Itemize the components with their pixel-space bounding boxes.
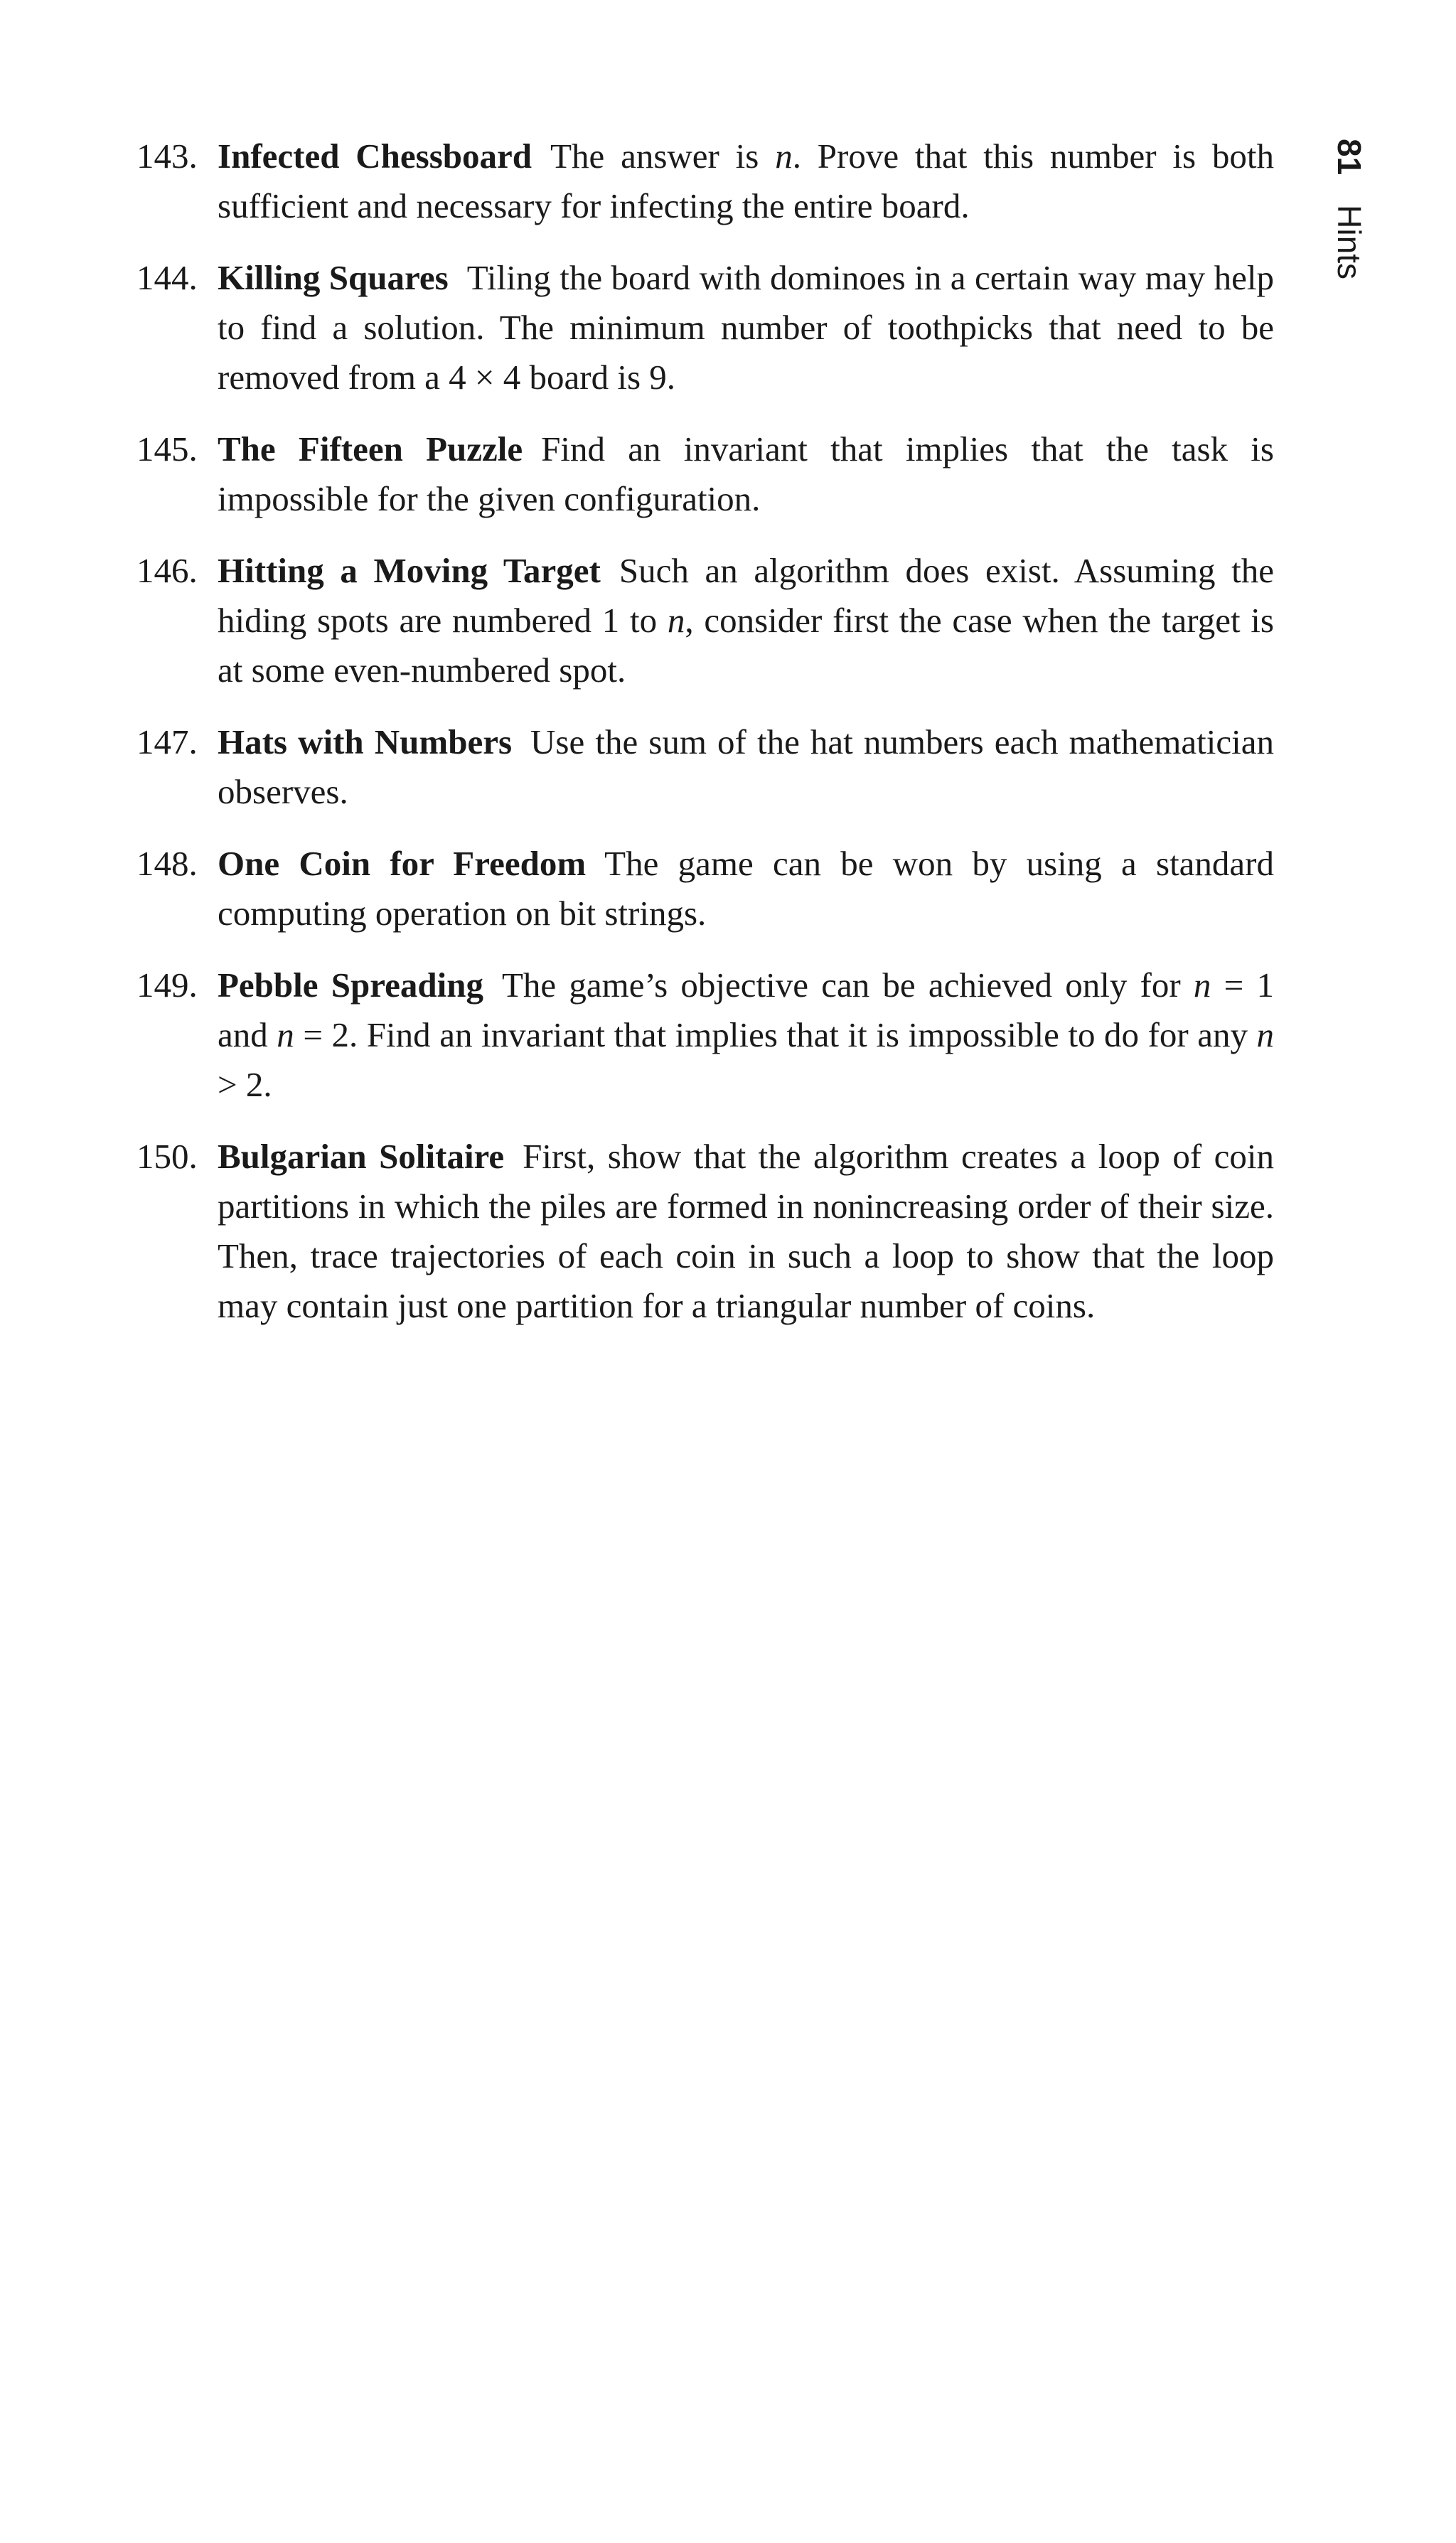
hint-text: . Prove that this number is both sufficient and necessary for infecting the entire board. bbox=[218, 136, 1274, 225]
hint-number: 149. bbox=[136, 965, 198, 1005]
math-variable: n bbox=[1193, 965, 1211, 1005]
math-variable: n bbox=[667, 601, 685, 640]
hint-title: Pebble Spreading bbox=[218, 965, 483, 1005]
hint-text: = 1 and bbox=[218, 965, 1274, 1054]
hint-text: = 2. Find an invariant that implies that it is impossible to do for any bbox=[294, 1015, 1257, 1054]
hint-text: The game can be won by using a standard computing operation on bit strings. bbox=[218, 844, 1274, 933]
hint-number: 144. bbox=[136, 258, 198, 297]
hint-number: 150. bbox=[136, 1137, 198, 1176]
hint-text: Find an invariant that implies that the task is impossible for the given configuration. bbox=[218, 429, 1274, 518]
hint-number: 145. bbox=[136, 429, 198, 469]
hint-143 bbox=[136, 132, 1274, 231]
hint-text: The game’s objective can be achieved only for bbox=[502, 965, 1194, 1005]
hint-title: Hitting a Moving Target bbox=[218, 551, 601, 590]
hint-title: Bulgarian Solitaire bbox=[218, 1137, 505, 1176]
hint-text: Tiling the board with dominoes in a certain way may help to find a solution. The minimum number of toothpicks that need to be removed from a 4 × 4 board is 9. bbox=[218, 258, 1274, 397]
hint-number: 146. bbox=[136, 551, 198, 590]
hints-list bbox=[136, 132, 1274, 1353]
math-variable: n bbox=[277, 1015, 294, 1054]
hint-147 bbox=[136, 717, 1274, 817]
hint-number: 148. bbox=[136, 844, 198, 883]
hint-text: First, show that the algorithm creates a loop of coin partitions in which the piles are formed in nonincreasing order of their size. Then, trace trajectories of each coin in such a loop to show that the loop may contain just one partition for a triangular number of coins. bbox=[218, 1137, 1274, 1325]
hint-title: One Coin for Freedom bbox=[218, 844, 587, 883]
hint-149 bbox=[136, 960, 1274, 1110]
hint-title: Hats with Numbers bbox=[218, 722, 513, 761]
hint-144 bbox=[136, 253, 1274, 402]
hint-title: The Fifteen Puzzle bbox=[218, 429, 523, 469]
section-label: Hints bbox=[1331, 205, 1368, 279]
hint-title: Infected Chessboard bbox=[218, 136, 532, 176]
hint-145 bbox=[136, 424, 1274, 524]
hint-text: The answer is bbox=[550, 136, 776, 176]
math-variable: n bbox=[775, 136, 793, 176]
hint-text: > 2. bbox=[218, 1065, 272, 1104]
hint-148 bbox=[136, 839, 1274, 938]
math-variable: n bbox=[1256, 1015, 1274, 1054]
page-number: 81 bbox=[1331, 139, 1368, 176]
running-head bbox=[1329, 139, 1369, 279]
hint-number: 147. bbox=[136, 722, 198, 761]
hint-146 bbox=[136, 546, 1274, 695]
hint-number: 143. bbox=[136, 136, 198, 176]
hint-text: Use the sum of the hat numbers each mathematician observes. bbox=[218, 722, 1274, 811]
hint-150 bbox=[136, 1132, 1274, 1331]
hint-title: Killing Squares bbox=[218, 258, 449, 297]
hint-text: Such an algorithm does exist. Assuming the hiding spots are numbered 1 to bbox=[218, 551, 1274, 640]
hint-text: , consider first the case when the target is at some even-numbered spot. bbox=[218, 601, 1274, 690]
